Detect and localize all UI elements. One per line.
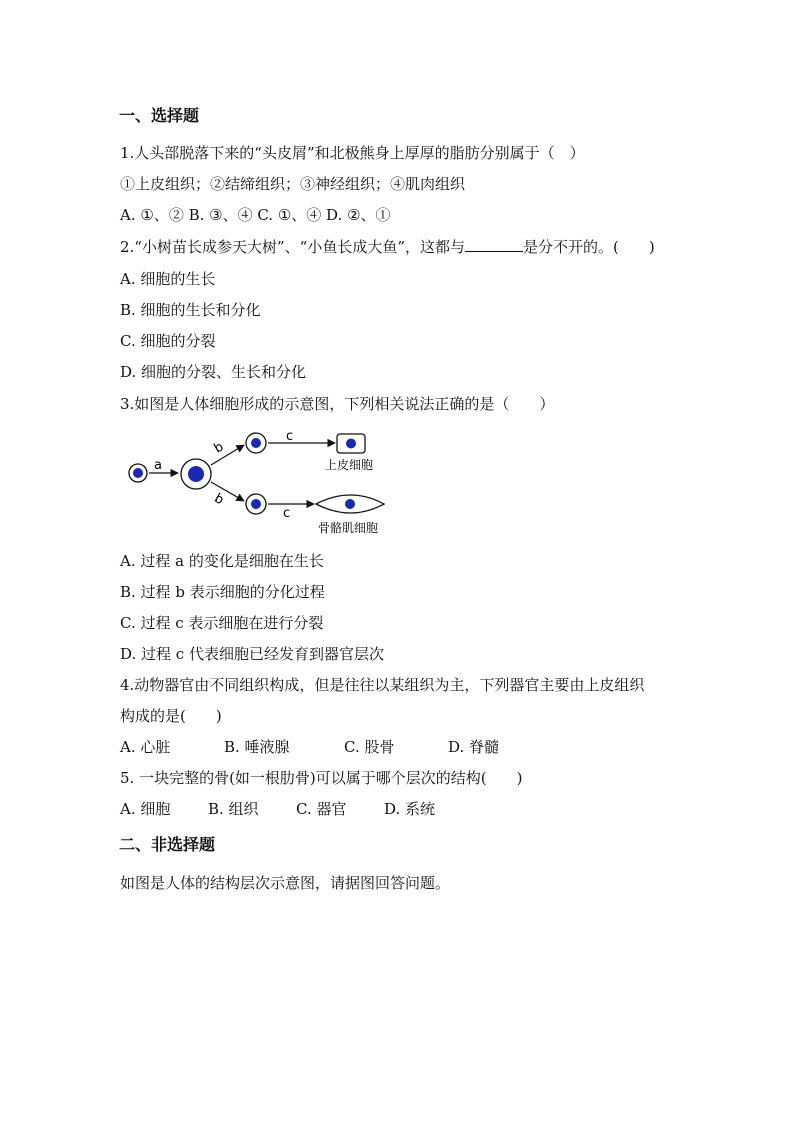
nucleus-icon — [188, 466, 204, 482]
cell-formation-diagram — [118, 424, 398, 539]
daughter-cell-bottom — [246, 494, 266, 514]
nucleus-icon — [133, 468, 143, 478]
question-3-option-d: D. 过程 c 代表细胞已经发育到器官层次 — [120, 645, 384, 663]
skeletal-muscle-cell — [316, 495, 384, 513]
question-4-option-b: B. 唾液腺 — [224, 738, 290, 756]
question-5-option-a: A. 细胞 — [120, 800, 171, 818]
question-2-stem-post: 是分不开的。( ) — [523, 238, 655, 256]
label-a: a — [154, 458, 162, 473]
daughter-cell-top — [246, 433, 266, 453]
section-title-non-choice: 二、非选择题 — [119, 835, 216, 854]
question-1-options: A. ①、② B. ③、④ C. ①、④ D. ②、① — [120, 206, 391, 224]
nucleus-icon — [251, 499, 261, 509]
question-2-option-c: C. 细胞的分裂 — [120, 332, 216, 350]
grown-cell — [181, 459, 211, 489]
question-4-options — [120, 737, 499, 757]
question-4-stem-line1: 4.动物器官由不同组织构成，但是往往以某组织为主，下列器官主要由上皮组织 — [120, 676, 645, 694]
label-b-bottom: b — [211, 490, 227, 509]
question-4-option-a: A. 心脏 — [120, 738, 171, 756]
question-1-items: ①上皮组织；②结缔组织；③神经组织；④肌肉组织 — [120, 175, 466, 193]
question-1-stem: 1.人头部脱落下来的“头皮屑”和北极熊身上厚厚的脂肪分别属于（ ） — [120, 144, 585, 162]
epithelial-cell-label: 上皮细胞 — [325, 458, 374, 472]
label-b-top: b — [211, 439, 227, 457]
answer-blank — [465, 237, 523, 252]
question-3-option-c: C. 过程 c 表示细胞在进行分裂 — [120, 614, 324, 632]
question-4-option-c: C. 股骨 — [344, 738, 395, 756]
question-3-stem: 3.如图是人体细胞形成的示意图，下列相关说法正确的是（ ） — [120, 395, 555, 413]
question-5-options — [120, 799, 435, 819]
label-c-top: c — [286, 429, 294, 444]
question-3-option-a: A. 过程 a 的变化是细胞在生长 — [120, 552, 324, 570]
epithelial-cell — [337, 434, 365, 453]
question-2-option-b: B. 细胞的生长和分化 — [120, 301, 261, 319]
question-2-stem — [120, 237, 655, 257]
question-5-option-d: D. 系统 — [384, 800, 436, 818]
question-5-option-b: B. 组织 — [208, 800, 259, 818]
question-2-option-d: D. 细胞的分裂、生长和分化 — [120, 363, 307, 381]
initial-cell — [129, 464, 147, 482]
question-5-option-c: C. 器官 — [296, 800, 347, 818]
nucleus-icon — [251, 438, 261, 448]
question-2-option-a: A. 细胞的生长 — [120, 270, 216, 288]
nucleus-icon — [346, 439, 356, 449]
nucleus-icon — [345, 499, 355, 509]
question-3-option-b: B. 过程 b 表示细胞的分化过程 — [120, 583, 325, 601]
question-4-stem-line2: 构成的是( ) — [120, 707, 222, 725]
question-4-option-d: D. 脊髓 — [448, 738, 500, 756]
section-title-choice: 一、选择题 — [119, 106, 200, 125]
skeletal-muscle-cell-label: 骨骼肌细胞 — [318, 521, 379, 535]
section-2-intro: 如图是人体的结构层次示意图，请据图回答问题。 — [120, 874, 451, 892]
question-5-stem: 5. 一块完整的骨(如一根肋骨)可以属于哪个层次的结构( ) — [120, 769, 523, 787]
question-2-stem-pre: 2.“小树苗长成参天大树”、“小鱼长成大鱼”，这都与 — [120, 238, 465, 256]
label-c-bottom: c — [283, 506, 291, 521]
